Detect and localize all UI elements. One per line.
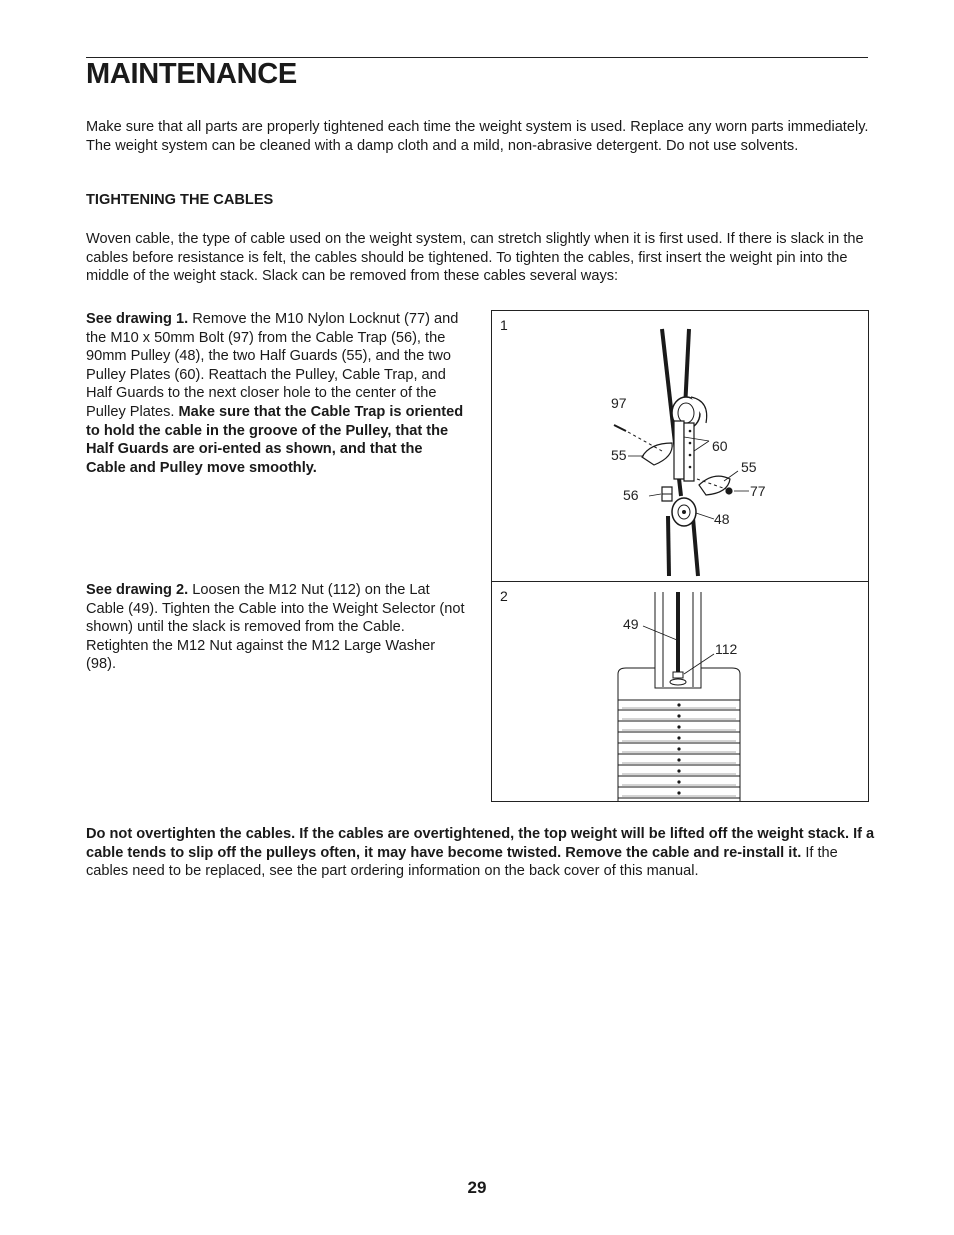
weight-stack-illustration bbox=[492, 582, 868, 801]
callout-49: 49 bbox=[623, 616, 639, 632]
step2-text: Loosen the M12 Nut (112) on the Lat Cable (49). Tighten the Cable into the Weight Selector (not shown) until the slack is removed from the Cable. Retighten the M12 Nut against the M12 Large Washer (98). bbox=[86, 582, 465, 673]
callout-55-right: 55 bbox=[741, 459, 757, 475]
step1-text: Remove the M10 Nylon Locknut (77) and the M10 x 50mm Bolt (97) from the Cable Trap (56), the 90mm Pulley (48), the two Half Guards (55), and the two Pulley Plates (60). Reattach the Pulley, Cable Trap, and Half Guards to the next closer hole to the center of the Pulley Plates. bbox=[86, 311, 459, 420]
step1-paragraph bbox=[86, 310, 466, 477]
callout-56: 56 bbox=[623, 487, 639, 503]
drawing-2-number: 2 bbox=[500, 588, 508, 604]
step2-paragraph bbox=[86, 581, 466, 674]
warning-text: If the cables need to be replaced, see the part ordering information on the back cover of this manual. bbox=[86, 844, 838, 879]
callout-60: 60 bbox=[712, 438, 728, 454]
callout-48: 48 bbox=[714, 511, 730, 527]
drawing-2 bbox=[491, 581, 869, 802]
drawing-1 bbox=[491, 310, 869, 582]
callout-97: 97 bbox=[611, 395, 627, 411]
warning-paragraph bbox=[86, 825, 876, 881]
page-title: MAINTENANCE bbox=[86, 58, 297, 90]
intro-paragraph: Make sure that all parts are properly tightened each time the weight system is used. Replace any worn parts immediately. The weight system can be cleaned with a damp cloth and a mild, non-abrasive detergent. Do not use solvents. bbox=[86, 119, 869, 154]
callout-77: 77 bbox=[750, 483, 766, 499]
step2-lead: See drawing 2. bbox=[86, 582, 189, 598]
page-number: 29 bbox=[467, 1178, 487, 1197]
warning-bold: Do not overtighten the cables. If the cables are overtightened, the top weight will be lifted off the weight stack. If a cable tends to slip off the pulleys often, it may have become twisted. Remove the cable and re-install it. bbox=[86, 826, 875, 861]
section-body: Woven cable, the type of cable used on the weight system, can stretch slightly when it is first used. If there is slack in the cables before resistance is felt, the cables should be tightened. To tighten the cables, first insert the weight pin into the middle of the weight stack. Slack can be removed from these cables several ways: bbox=[86, 231, 864, 284]
section-heading: TIGHTENING THE CABLES bbox=[86, 192, 274, 208]
pulley-assembly-illustration bbox=[492, 311, 868, 581]
step1-emphasis: Make sure that the Cable Trap is oriented to hold the cable in the groove of the Pulley, that the Half Guards are ori-ented as shown, and that the Cable and Pulley move smoothly. bbox=[86, 403, 464, 476]
callout-55-left: 55 bbox=[611, 447, 627, 463]
step1-lead: See drawing 1. bbox=[86, 311, 189, 327]
drawing-1-number: 1 bbox=[500, 317, 508, 333]
callout-112: 112 bbox=[715, 641, 738, 657]
